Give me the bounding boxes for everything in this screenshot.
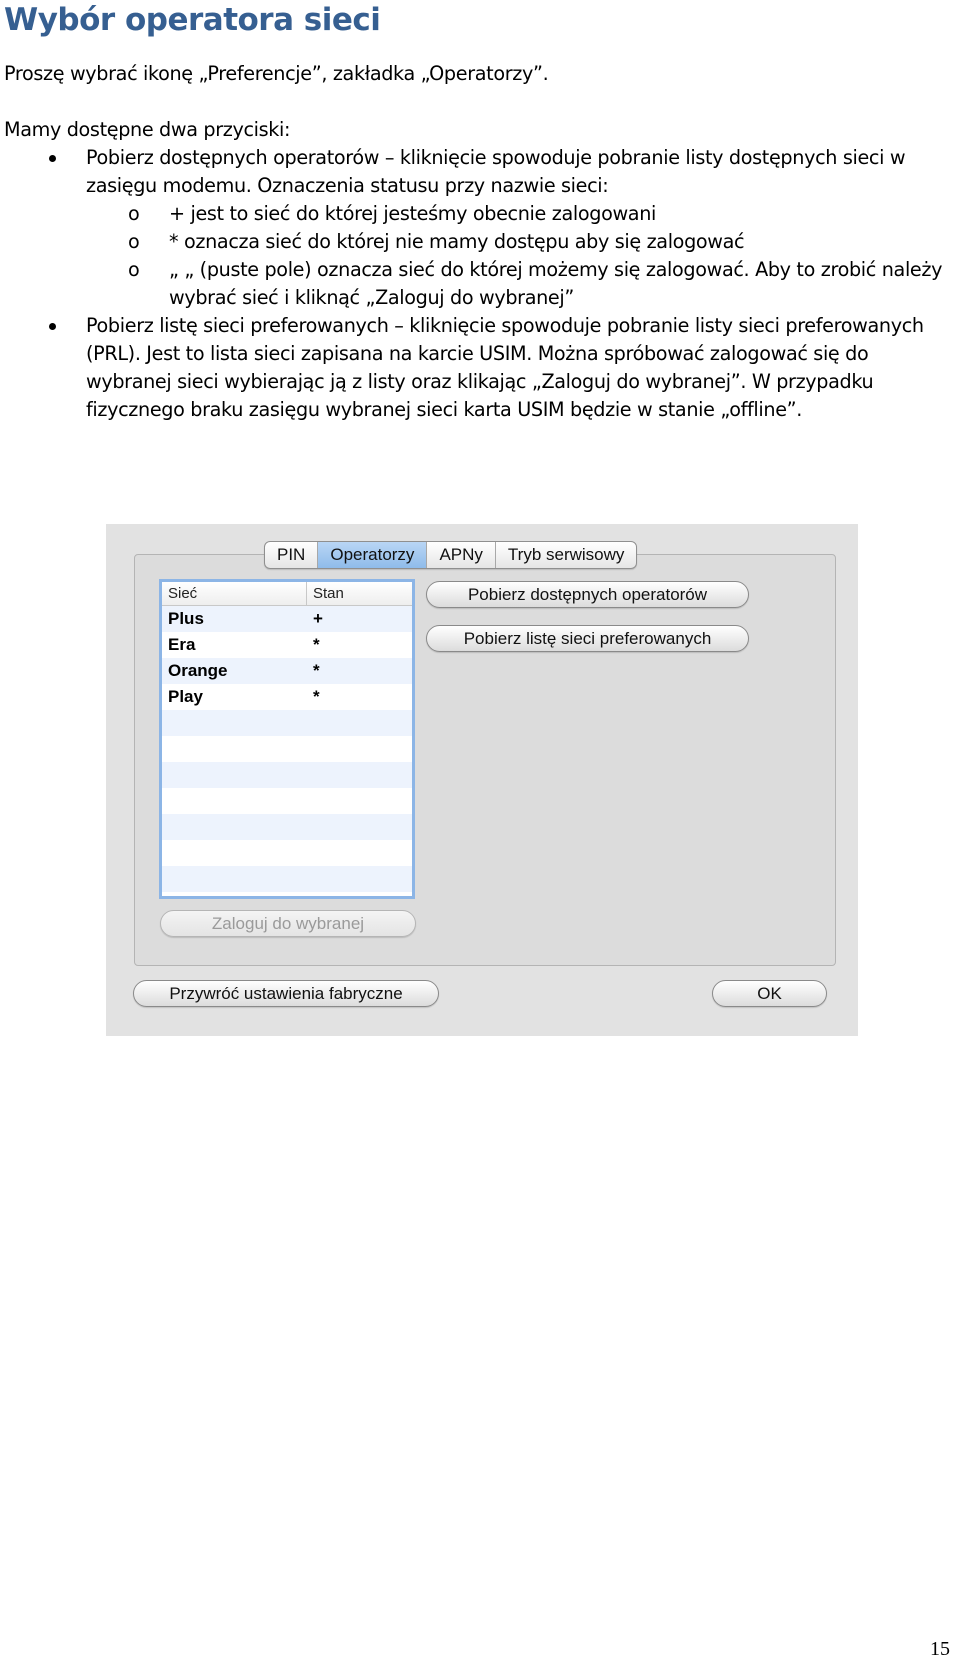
get-preferred-networks-button[interactable]: Pobierz listę sieci preferowanych [426,625,749,652]
page-title: Wybór operatora sieci [4,2,381,38]
empty-row [162,710,412,736]
table-row[interactable] [162,658,412,684]
ok-button[interactable]: OK [712,980,827,1007]
column-header-status[interactable]: Stan [313,585,344,602]
network-status: * [313,635,320,654]
empty-row [162,892,412,899]
network-status: * [313,661,320,680]
sub-bullet-item [4,256,954,312]
bullet-item [4,144,954,200]
sub-bullet-mark: o [128,202,140,225]
sub-bullet-text: * oznacza sieć do której nie mamy dostępu aby się zalogować [169,230,745,253]
network-name: Orange [168,661,228,680]
sub-bullet-mark: o [128,230,140,253]
empty-row [162,736,412,762]
tab-service-mode[interactable]: Tryb serwisowy [507,545,625,564]
empty-row [162,814,412,840]
login-selected-button[interactable]: Zaloguj do wybranej [160,910,416,937]
empty-row [162,840,412,866]
table-header [162,582,412,606]
empty-row [162,762,412,788]
bullet-text: Pobierz listę sieci preferowanych – kliknięcie spowoduje pobranie listy sieci preferowanych (PRL). Jest to lista sieci zapisana na karcie USIM. Można spróbować zalogować się do wybranej sieci wybierając ją z listy oraz klikając „Zaloguj do wybranej”. W przypadku fizycznego braku zasięgu wybranej sieci karta USIM będzie w stanie „offline”. [86,314,924,421]
intro-paragraph: Proszę wybrać ikonę „Preferencje”, zakładka „Operatorzy”. [4,62,549,85]
network-status: + [313,609,323,628]
empty-row [162,866,412,892]
tab-pin[interactable]: PIN [265,542,318,568]
sub-bullet-mark: o [128,258,140,281]
network-name: Plus [168,609,204,628]
sub-bullet-text: „ „ (puste pole) oznacza sieć do której możemy się zalogować. [169,258,750,281]
table-row[interactable] [162,606,412,632]
spacer [4,88,954,116]
tab-operators[interactable]: Operatorzy [318,542,427,568]
bullet-text: Pobierz dostępnych operatorów – kliknięcie spowoduje pobranie listy dostępnych sieci w zasięgu modemu. [86,146,906,197]
network-name: Era [168,635,196,654]
sub-bullet-item [4,228,954,256]
sub-bullet-item [4,200,954,228]
network-table[interactable] [159,579,415,899]
tab-bar [264,541,637,569]
table-row[interactable] [162,684,412,710]
tab-apn[interactable]: APNy [427,542,495,568]
get-operators-button[interactable]: Pobierz dostępnych operatorów [426,581,749,608]
buttons-intro: Mamy dostępne dwa przyciski: [4,118,291,141]
sub-bullet-text: + jest to sieć do której jesteśmy obecnie zalogowani [169,202,656,225]
empty-row [162,788,412,814]
table-row[interactable] [162,632,412,658]
table-body [162,606,412,899]
factory-reset-button[interactable]: Przywróć ustawienia fabryczne [133,980,439,1007]
page-number: 15 [930,1638,950,1660]
bullet-text-tail: Oznaczenia statusu przy nazwie sieci: [257,174,609,197]
bullet-dot-icon [49,323,56,330]
network-name: Play [168,687,203,706]
column-header-network[interactable]: Sieć [162,582,307,605]
network-status: * [313,687,320,706]
sub-bullet-text-tail: Aby to zrobić należy wybrać sieć i kliknąć „Zaloguj do wybranej” [169,258,943,309]
bullet-dot-icon [49,155,56,162]
preferences-screenshot [106,524,858,1036]
document-body [4,60,954,424]
bullet-item [4,312,954,424]
